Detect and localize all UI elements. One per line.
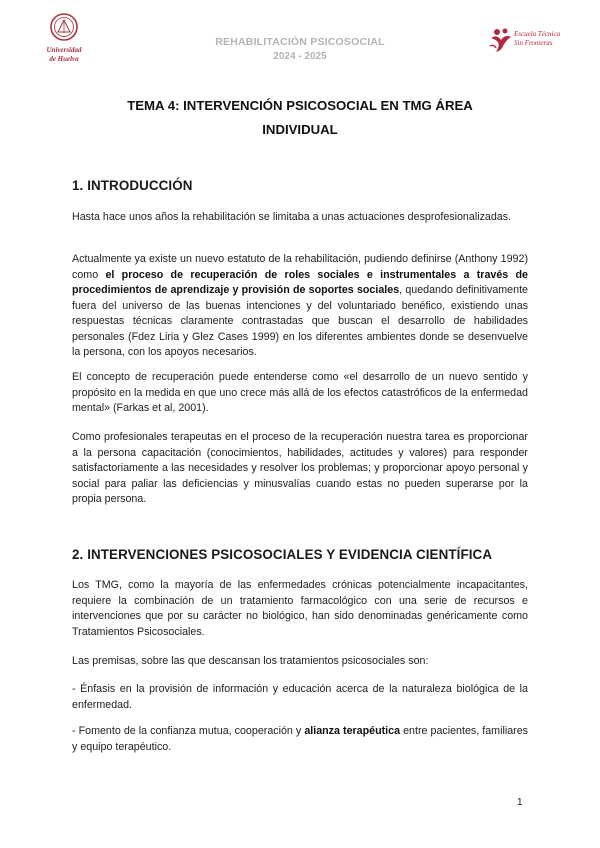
document-title-line-1: TEMA 4: INTERVENCIÓN PSICOSOCIAL EN TMG ÁREA [127, 98, 473, 113]
section-heading-psychosocial-interventions: 2. INTERVENCIONES PSICOSOCIALES Y EVIDENCIA CIENTÍFICA [72, 547, 493, 562]
paragraph-intro-2-text-a: Actualmente ya existe un nuevo estatuto de la rehabilitación, pudiendo definirse (Anthony 1992) como [72, 253, 528, 281]
page-number: 1 [517, 797, 523, 808]
paragraph-intro-3: El concepto de recuperación puede entenderse como «el desarrollo de un nuevo sentido y propósito en la medida en que uno crece más allá de los efectos catastróficos de la enfermedad mental» (Farkas et al, 2001). [72, 371, 528, 414]
paragraph-intro-2 [72, 252, 528, 361]
paragraph-interventions-1: Los TMG, como la mayoría de las enfermedades crónicas potencialmente incapacitantes, requiere la combinación de un tratamiento farmacológico con una serie de recursos e intervenciones que por su carácter no biológico, han sido denominadas genéricamente como Tratamientos Psicosociales. [72, 579, 528, 638]
university-logo-text-1: Universidad [46, 46, 82, 54]
school-logo-text [514, 30, 560, 48]
paragraph-intro-2-bold: el proceso de recuperación de roles sociales e instrumentales a través de procedimientos de aprendizaje y provisión de soportes sociales [72, 268, 529, 296]
header-year: 2024 - 2025 [273, 51, 327, 62]
paragraph-interventions-3: - Énfasis en la provisión de información y educación acerca de la naturaleza biológica de la enfermedad. [72, 683, 528, 711]
document-title [80, 94, 520, 142]
school-logo-text-2: Sin Fronteras [514, 39, 553, 47]
paragraph-intro-2-text-b: , quedando definitivamente fuera del universo de las buenas intenciones y del voluntariado benéfico, existiendo unas respuestas técnicas claramente contrastadas que buscan el desarrollo de habilidades personales (Fdez Liria y Glez Cases 1999) en los diferentes ambientes donde se desenvuelve la persona, con los apoyos necesarios. [72, 284, 528, 358]
header-title: REHABILITACIÓN PSICOSOCIAL [215, 36, 385, 48]
paragraph-interventions-4-text-b: entre pacientes, familiares y equipo terapéutico. [72, 725, 528, 753]
section-heading-introduction: 1. INTRODUCCIÓN [72, 178, 193, 193]
paragraph-intro-1: Hasta hace unos años la rehabilitación se limitaba a unas actuaciones desprofesionalizadas. [72, 211, 512, 223]
paragraph-intro-4: Como profesionales terapeutas en el proceso de la recuperación nuestra tarea es proporcionar a la persona capacitación (conocimientos, habilidades, actitudes y valores) para responder satisfactoriamente a las necesidades y resolver los problemas; y proporcionar apoyo personal y social para paliar las deficiencias y minusvalías cuando estas no pueden superarse por la propia persona. [72, 431, 528, 505]
paragraph-interventions-2: Las premisas, sobre las que descansan los tratamientos psicosociales son: [72, 655, 429, 667]
paragraph-interventions-4 [72, 724, 528, 755]
university-logo-text-2: de Huelva [49, 55, 79, 63]
paragraph-interventions-4-text-a: - Fomento de la confianza mutua, cooperación y [72, 725, 305, 737]
school-logo-text-1: Escuela Técnica [514, 30, 561, 38]
paragraph-interventions-4-bold: alianza terapéutica [304, 725, 401, 737]
document-title-line-2: INDIVIDUAL [262, 122, 338, 137]
